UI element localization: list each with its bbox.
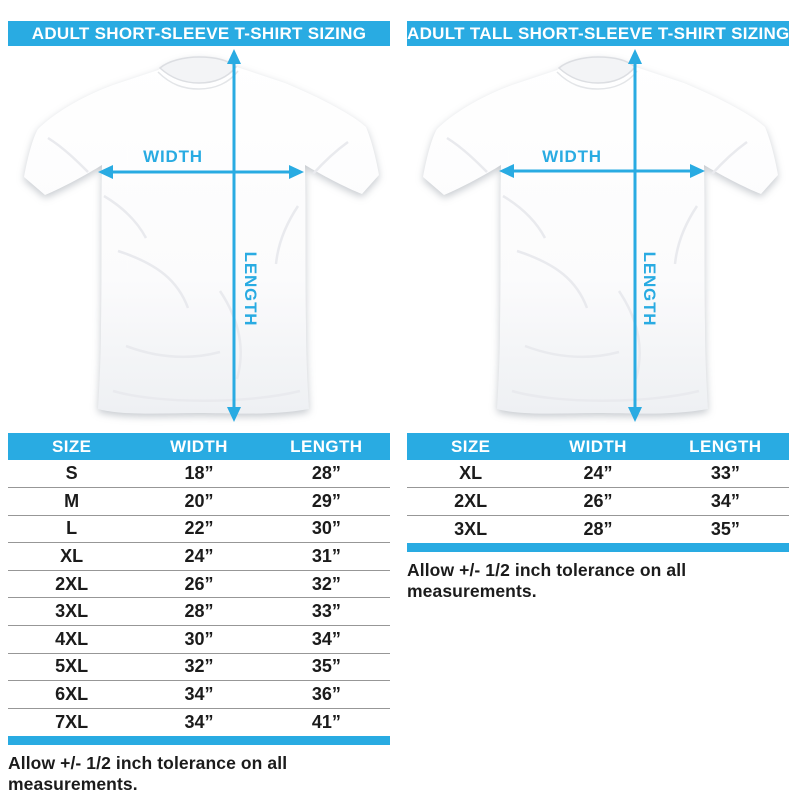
width-label: WIDTH	[143, 147, 203, 166]
table-cell: 28”	[184, 601, 214, 622]
table-cell: 5XL	[55, 656, 89, 677]
table-row	[8, 708, 390, 736]
column-header: WIDTH	[534, 433, 661, 460]
table-cell: 2XL	[55, 573, 89, 594]
table-cell: XL	[60, 546, 84, 567]
column-header: WIDTH	[135, 433, 262, 460]
table-row	[8, 488, 390, 516]
table-row	[8, 681, 390, 709]
table-cell: 34”	[311, 628, 341, 649]
table-cell: 34”	[184, 684, 214, 705]
table-cell: 32”	[184, 656, 214, 677]
table-cell: 22”	[184, 518, 214, 539]
table-cell: 24”	[184, 546, 214, 567]
table-cell: 28”	[583, 518, 613, 539]
panel-title-adult: ADULT SHORT-SLEEVE T-SHIRT SIZING	[8, 21, 390, 46]
table-cell: 26”	[184, 573, 214, 594]
table-cell: 33”	[311, 601, 341, 622]
table-cell: 7XL	[55, 711, 89, 732]
tshirt-shape	[423, 57, 778, 414]
column-header: SIZE	[8, 433, 135, 460]
panel-title-adult-tall: ADULT TALL SHORT-SLEEVE T-SHIRT SIZING	[407, 21, 789, 46]
table-row	[8, 570, 390, 598]
table-row	[8, 515, 390, 543]
table-row	[407, 515, 789, 543]
table-cell: 29”	[311, 490, 341, 511]
table-cell: 35”	[311, 656, 341, 677]
tshirt-diagram-adult-tall	[407, 46, 789, 433]
column-header: LENGTH	[263, 433, 390, 460]
table-cell: 35”	[710, 518, 740, 539]
size-table-adult-tall	[407, 433, 789, 543]
table-row	[8, 653, 390, 681]
table-cell: XL	[459, 463, 483, 484]
size-table-adult	[8, 433, 390, 736]
table-row	[407, 488, 789, 516]
panel-adult-tall	[407, 21, 789, 800]
table-cell: 2XL	[454, 490, 488, 511]
table-cell: 34”	[710, 490, 740, 511]
table-footer-bar	[407, 543, 789, 552]
size-table-header	[407, 433, 789, 460]
table-cell: 41”	[311, 711, 341, 732]
table-cell: 4XL	[55, 628, 89, 649]
table-cell: 33”	[710, 463, 740, 484]
table-cell: 3XL	[454, 518, 488, 539]
table-cell: 34”	[184, 711, 214, 732]
length-label: LENGTH	[640, 251, 659, 327]
table-cell: 31”	[311, 546, 341, 567]
table-cell: 32”	[311, 573, 341, 594]
tshirt-diagram-adult	[8, 46, 390, 433]
table-cell: 24”	[583, 463, 613, 484]
size-table-header	[8, 433, 390, 460]
table-cell: 36”	[311, 684, 341, 705]
table-cell: 30”	[184, 628, 214, 649]
tshirt-illustration	[407, 46, 789, 433]
width-label: WIDTH	[542, 147, 602, 166]
column-header: LENGTH	[662, 433, 789, 460]
panel-adult	[8, 21, 390, 800]
table-row	[8, 543, 390, 571]
table-cell: 20”	[184, 490, 214, 511]
table-cell: L	[66, 518, 78, 539]
tolerance-note: Allow +/- 1/2 inch tolerance on all measurements.	[8, 752, 288, 794]
table-cell: 26”	[583, 490, 613, 511]
table-row	[8, 460, 390, 488]
table-cell: 28”	[311, 463, 341, 484]
table-cell: 30”	[311, 518, 341, 539]
tshirt-illustration	[8, 46, 390, 433]
table-row	[8, 626, 390, 654]
length-label: LENGTH	[241, 251, 260, 327]
tshirt-shape	[24, 57, 379, 414]
column-header: SIZE	[407, 433, 534, 460]
table-cell: M	[64, 490, 80, 511]
table-cell: 3XL	[55, 601, 89, 622]
table-footer-bar	[8, 736, 390, 745]
table-cell: 18”	[184, 463, 214, 484]
table-row	[407, 460, 789, 488]
table-row	[8, 598, 390, 626]
table-cell: 6XL	[55, 684, 89, 705]
tolerance-note: Allow +/- 1/2 inch tolerance on all measurements.	[407, 559, 687, 601]
table-cell: S	[65, 463, 78, 484]
